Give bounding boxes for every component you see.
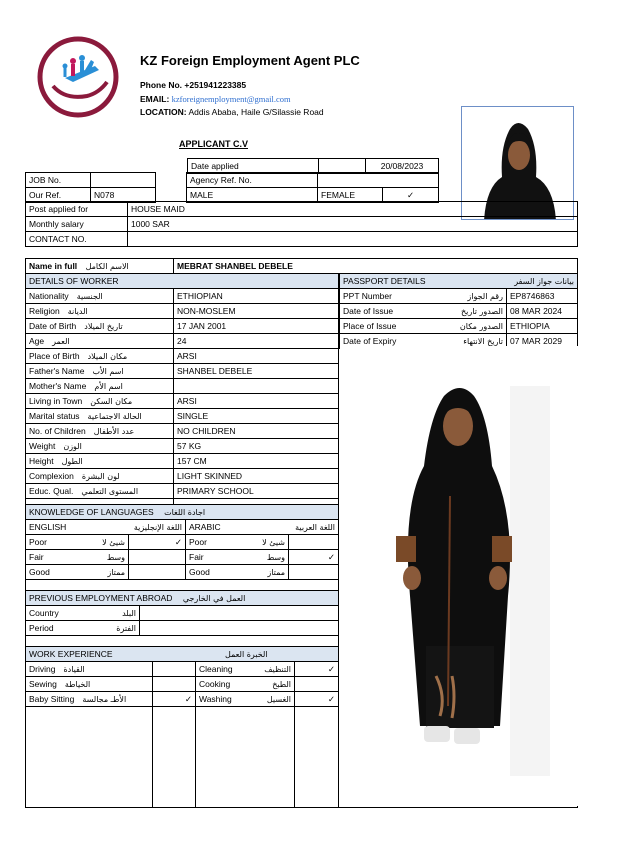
name-table (25, 258, 578, 274)
arabic-level-check (289, 565, 339, 580)
english-level-cell (26, 565, 129, 580)
english-level-label-ar: ممتاز (107, 567, 125, 577)
passport-title: PASSPORT DETAILS (343, 275, 426, 286)
phone-label: Phone No. (140, 80, 183, 90)
details-row (26, 334, 339, 349)
female-check: ✓ (406, 189, 415, 200)
english-level-check (129, 550, 186, 565)
passport-label: Date of Expiry (343, 335, 397, 346)
language-level-row (26, 550, 339, 565)
language-level-row (26, 565, 339, 580)
details-row (26, 484, 339, 499)
period-label-cell (26, 621, 140, 636)
details-label: Religion (29, 305, 60, 316)
languages-title-ar: اجادة اللغات (164, 507, 206, 517)
work-row (26, 677, 339, 692)
details-label-cell (26, 319, 174, 334)
details-label-cell (26, 304, 174, 319)
details-value: NON-MOSLEM (174, 304, 339, 319)
name-label: Name in full (29, 260, 78, 271)
name-label-cell (26, 259, 174, 274)
ref-table (25, 172, 439, 203)
work-right-label-ar: التنظيف (264, 664, 291, 674)
details-label-cell (26, 364, 174, 379)
name-value: MEBRAT SHANBEL DEBELE (174, 259, 578, 274)
arabic-level-label: Poor (189, 536, 207, 547)
work-right-check: ✓ (295, 662, 339, 677)
details-label-cell (26, 439, 174, 454)
work-experience-table (25, 646, 339, 707)
details-title: DETAILS OF WORKER (26, 274, 339, 289)
contact-label: CONTACT NO. (26, 232, 128, 247)
salary-label: Monthly salary (26, 217, 128, 232)
arabic-level-label-ar: ممتاز (267, 567, 285, 577)
details-row (26, 319, 339, 334)
passport-label-ar: الصدور تاريخ (461, 306, 503, 316)
country-value (140, 606, 339, 621)
passport-label: Place of Issue (343, 320, 397, 331)
details-label: Weight (29, 440, 56, 451)
previous-title: PREVIOUS EMPLOYMENT ABROAD (29, 592, 173, 603)
details-label: Marital status (29, 410, 80, 421)
job-no-value (91, 173, 156, 188)
date-applied-label: Date applied (188, 159, 319, 174)
details-label-cell (26, 424, 174, 439)
english-level-label-ar: وسط (106, 552, 125, 562)
passport-label-cell (340, 304, 507, 319)
passport-value: EP8746863 (507, 289, 578, 304)
english-level-label: Poor (29, 536, 47, 547)
location-label: LOCATION: (140, 107, 187, 117)
work-left-check (153, 677, 196, 692)
country-label-cell (26, 606, 140, 621)
details-value: 57 KG (174, 439, 339, 454)
english-level-label-ar: شيئ لا (102, 537, 125, 547)
cv-title: APPLICANT C.V (179, 139, 249, 149)
passport-label-cell (340, 319, 507, 334)
previous-title-ar: العمل في الخارجي (182, 593, 246, 603)
phone-value: +251941223385 (184, 80, 247, 90)
details-label-ar: مكان الميلاد (87, 351, 128, 361)
details-value: 24 (174, 334, 339, 349)
job-no-label: JOB No. (26, 173, 91, 188)
details-label-ar: العمر (52, 336, 70, 346)
phone-line (140, 80, 246, 90)
work-row (26, 662, 339, 677)
arabic-label-ar: اللغة العربية (295, 522, 335, 532)
details-label: Date of Birth (29, 320, 77, 331)
language-level-row (26, 535, 339, 550)
details-label: Mother's Name (29, 380, 87, 391)
details-label-cell (26, 334, 174, 349)
details-label-cell (26, 349, 174, 364)
english-level-label: Fair (29, 551, 44, 562)
english-header (26, 520, 186, 535)
details-value: SINGLE (174, 409, 339, 424)
details-row (26, 349, 339, 364)
period-value (140, 621, 339, 636)
agency-ref-value (318, 173, 439, 188)
work-right-cell (196, 692, 295, 707)
work-right-label-ar: الطبخ (272, 679, 291, 689)
work-left-cell (26, 692, 153, 707)
details-row (26, 364, 339, 379)
details-label-ar: مكان السكن (90, 396, 133, 406)
english-level-check (129, 565, 186, 580)
details-row (26, 439, 339, 454)
post-table (25, 201, 578, 247)
details-value: LIGHT SKINNED (174, 469, 339, 484)
work-left-label-ar: الخياطة (64, 679, 91, 689)
details-label: Nationality (29, 290, 69, 301)
details-label-ar: لون البشرة (81, 471, 120, 481)
work-title: WORK EXPERIENCE (29, 648, 113, 659)
english-level-cell (26, 535, 129, 550)
details-label-ar: اسم الأم (94, 381, 123, 391)
details-label: Complexion (29, 470, 74, 481)
english-level-cell (26, 550, 129, 565)
arabic-level-label: Fair (189, 551, 204, 562)
passport-title-ar: بيانات جواز السفر (514, 276, 574, 286)
details-value: NO CHILDREN (174, 424, 339, 439)
post-value: HOUSE MAID (128, 202, 578, 217)
work-right-check: ✓ (295, 692, 339, 707)
agency-ref-label: Agency Ref. No. (187, 173, 318, 188)
male-label: MALE (187, 188, 318, 203)
previous-title-cell (26, 591, 339, 606)
details-label: No. of Children (29, 425, 86, 436)
work-divider (195, 705, 196, 808)
details-label-ar: الطول (61, 456, 83, 466)
arabic-level-label: Good (189, 566, 210, 577)
our-ref-label: Our Ref. (26, 188, 91, 203)
details-label-cell (26, 289, 174, 304)
details-value: 17 JAN 2001 (174, 319, 339, 334)
female-label: FEMALE (318, 188, 383, 202)
passport-label: Date of Issue (343, 305, 394, 316)
spacer (156, 173, 187, 188)
our-ref-value: N078 (91, 188, 156, 203)
details-label-ar: الوزن (63, 441, 82, 451)
details-row (26, 454, 339, 469)
email-link[interactable]: kzforeignemployment@gmail.com (171, 94, 291, 104)
work-right-label: Cooking (199, 678, 231, 689)
languages-title-cell (26, 505, 339, 520)
work-right-label: Washing (199, 693, 232, 704)
details-label: Place of Birth (29, 350, 80, 361)
work-title-cell (26, 647, 339, 662)
work-left-check: ✓ (153, 692, 196, 707)
name-label-ar: الاسم الكامل (85, 261, 129, 271)
details-value (174, 379, 339, 394)
passport-row (340, 289, 578, 304)
contact-value (128, 232, 578, 247)
country-label-ar: البلد (122, 608, 136, 618)
details-label: Living in Town (29, 395, 83, 406)
arabic-level-cell (186, 565, 289, 580)
work-left-label: Sewing (29, 678, 57, 689)
salary-value: 1000 SAR (128, 217, 578, 232)
previous-employment-table (25, 590, 339, 636)
arabic-level-cell (186, 550, 289, 565)
arabic-header (186, 520, 339, 535)
english-level-check: ✓ (129, 535, 186, 550)
passport-value: ETHIOPIA (507, 319, 578, 334)
details-row (26, 379, 339, 394)
details-table (25, 273, 339, 514)
details-label-cell (26, 379, 174, 394)
work-left-cell (26, 677, 153, 692)
passport-value: 08 MAR 2024 (507, 304, 578, 319)
passport-row (340, 304, 578, 319)
details-label-cell (26, 454, 174, 469)
work-right-label: Cleaning (199, 663, 233, 674)
arabic-level-check: ✓ (289, 550, 339, 565)
details-label: Age (29, 335, 45, 346)
details-label-cell (26, 484, 174, 499)
passport-label-cell (340, 289, 507, 304)
work-left-label: Driving (29, 663, 56, 674)
work-right-cell (196, 662, 295, 677)
details-label-ar: المستوى التعلمي (81, 486, 139, 496)
country-label: Country (29, 607, 59, 618)
details-label-ar: تاريخ الميلاد (84, 321, 123, 331)
full-body-illustration (340, 346, 578, 806)
column-divider (338, 346, 339, 808)
details-value: 157 CM (174, 454, 339, 469)
work-right-cell (196, 677, 295, 692)
work-divider (294, 705, 295, 808)
email-label: EMAIL: (140, 94, 170, 104)
work-title-ar: الخبرة العمل (224, 649, 268, 659)
details-label: Height (29, 455, 54, 466)
details-value: ARSI (174, 349, 339, 364)
details-value: PRIMARY SCHOOL (174, 484, 339, 499)
english-label: ENGLISH (29, 521, 67, 532)
work-left-check (153, 662, 196, 677)
details-row (26, 409, 339, 424)
passport-label: PPT Number (343, 290, 392, 301)
location-line (140, 107, 324, 117)
details-label-cell (26, 394, 174, 409)
english-label-ar: اللغة الإنجليزية (133, 522, 182, 532)
details-label-cell (26, 469, 174, 484)
passport-row (340, 319, 578, 334)
applicant-full-photo (340, 346, 578, 806)
passport-label-ar: الصدور مكان (459, 321, 503, 331)
details-row (26, 424, 339, 439)
details-label: Father's Name (29, 365, 85, 376)
languages-table (25, 504, 339, 580)
arabic-level-check (289, 535, 339, 550)
details-label-ar: الجنسية (76, 291, 103, 301)
work-left-label-ar: القيادة (63, 664, 85, 674)
details-row (26, 304, 339, 319)
details-label-ar: الحالة الاجتماعية (87, 411, 142, 421)
details-row (26, 469, 339, 484)
work-left-label: Baby Sitting (29, 693, 75, 704)
email-line (140, 94, 291, 104)
passport-label-ar: رقم الجواز (467, 291, 503, 301)
details-label-ar: عدد الأطفال (93, 426, 135, 436)
work-divider (152, 705, 153, 808)
period-label: Period (29, 622, 54, 633)
period-label-ar: الفترة (116, 623, 136, 633)
date-applied-value: 20/08/2023 (366, 159, 439, 174)
work-left-label-ar: الأطـ مجالسة (82, 694, 127, 704)
arabic-label: ARABIC (189, 521, 221, 532)
location-value: Addis Ababa, Haile G/Silassie Road (188, 107, 324, 117)
work-right-label-ar: الغسيل (266, 694, 291, 704)
details-label-ar: اسم الأب (92, 366, 124, 376)
details-value: ETHIOPIAN (174, 289, 339, 304)
work-right-check (295, 677, 339, 692)
languages-title: KNOWLEDGE OF LANGUAGES (29, 506, 154, 517)
post-label: Post applied for (26, 202, 128, 217)
arabic-level-label-ar: شيئ لا (262, 537, 285, 547)
passport-title-cell (340, 274, 578, 289)
details-row (26, 394, 339, 409)
details-row (26, 289, 339, 304)
english-level-label: Good (29, 566, 50, 577)
company-name: KZ Foreign Employment Agent PLC (140, 53, 360, 68)
details-label: Educ. Qual. (29, 485, 74, 496)
work-row (26, 692, 339, 707)
arabic-level-cell (186, 535, 289, 550)
passport-label-ar: تاريخ الانتهاء (463, 336, 503, 346)
details-value: SHANBEL DEBELE (174, 364, 339, 379)
details-label-cell (26, 409, 174, 424)
work-left-cell (26, 662, 153, 677)
details-value: ARSI (174, 394, 339, 409)
details-label-ar: الديانة (67, 306, 88, 316)
company-logo (37, 36, 119, 118)
arabic-level-label-ar: وسط (266, 552, 285, 562)
passport-table (339, 273, 578, 349)
passport-value: 07 MAR 2029 (507, 334, 578, 349)
